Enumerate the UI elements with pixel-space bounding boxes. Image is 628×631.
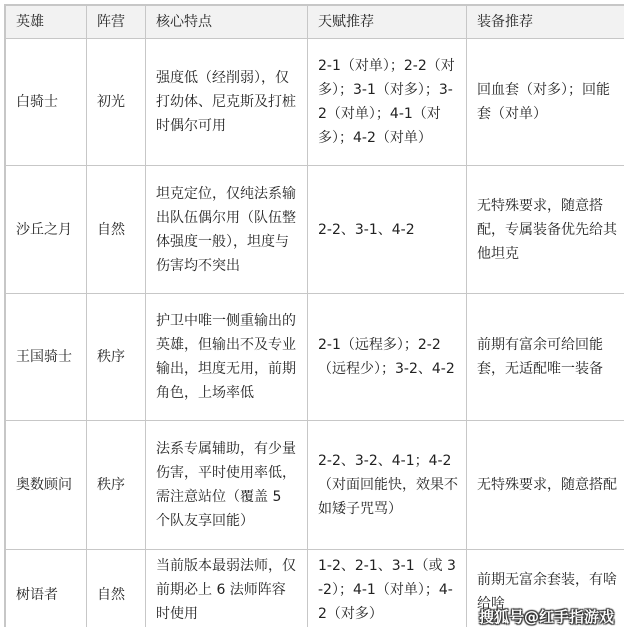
- hero-recommendation-table: [5, 5, 624, 627]
- header-traits: 核心特点: [146, 6, 308, 39]
- table-header-row: [6, 6, 625, 39]
- cell-talents: 2-1（远程多）；2-2（远程少）；3-2、4-2: [308, 294, 467, 421]
- cell-talents: 2-2、3-1、4-2: [308, 166, 467, 294]
- watermark-text: 搜狐号@红手指游戏: [478, 608, 614, 626]
- cell-traits: 坦克定位，仅纯法系输出队伍偶尔用（队伍整体强度一般），坦度与伤害均不突出: [146, 166, 308, 294]
- cell-faction: 秩序: [87, 421, 146, 550]
- cell-faction: 自然: [87, 550, 146, 628]
- cell-gear: 无特殊要求，随意搭配: [467, 421, 625, 550]
- table-row: [6, 166, 625, 294]
- cell-hero: 沙丘之月: [6, 166, 87, 294]
- cell-gear: 前期无富余套装，有啥给啥: [467, 550, 625, 628]
- cell-gear: 回血套（对多）；回能套（对单）: [467, 39, 625, 166]
- table-frame: [4, 4, 624, 627]
- cell-talents: 1-2、2-1、3-1（或 3-2）；4-1（对单）；4-2（对多）: [308, 550, 467, 628]
- header-talents: 天赋推荐: [308, 6, 467, 39]
- header-hero: 英雄: [6, 6, 87, 39]
- cell-faction: 自然: [87, 166, 146, 294]
- cell-gear: 前期有富余可给回能套，无适配唯一装备: [467, 294, 625, 421]
- cell-traits: 法系专属辅助，有少量伤害，平时使用率低，需注意站位（覆盖 5 个队友享回能）: [146, 421, 308, 550]
- cell-traits: 护卫中唯一侧重输出的英雄，但输出不及专业输出，坦度无用，前期角色，上场率低: [146, 294, 308, 421]
- cell-hero: 白骑士: [6, 39, 87, 166]
- cell-talents: 2-2、3-2、4-1；4-2（对面回能快，效果不如矮子咒骂）: [308, 421, 467, 550]
- cell-hero: 树语者: [6, 550, 87, 628]
- table-row: [6, 421, 625, 550]
- cell-talents: 2-1（对单）；2-2（对多）；3-1（对多）；3-2（对单）；4-1（对多）；4-2（对单）: [308, 39, 467, 166]
- cell-gear: 无特殊要求，随意搭配，专属装备优先给其他坦克: [467, 166, 625, 294]
- table-row: [6, 294, 625, 421]
- header-faction: 阵营: [87, 6, 146, 39]
- table-row: [6, 39, 625, 166]
- cell-traits: 强度低（经削弱），仅打幼体、尼克斯及打桩时偶尔可用: [146, 39, 308, 166]
- cell-traits: 当前版本最弱法师，仅前期必上 6 法师阵容时使用: [146, 550, 308, 628]
- cell-faction: 秩序: [87, 294, 146, 421]
- cell-faction: 初光: [87, 39, 146, 166]
- cell-hero: 奥数顾问: [6, 421, 87, 550]
- header-gear: 装备推荐: [467, 6, 625, 39]
- cell-hero: 王国骑士: [6, 294, 87, 421]
